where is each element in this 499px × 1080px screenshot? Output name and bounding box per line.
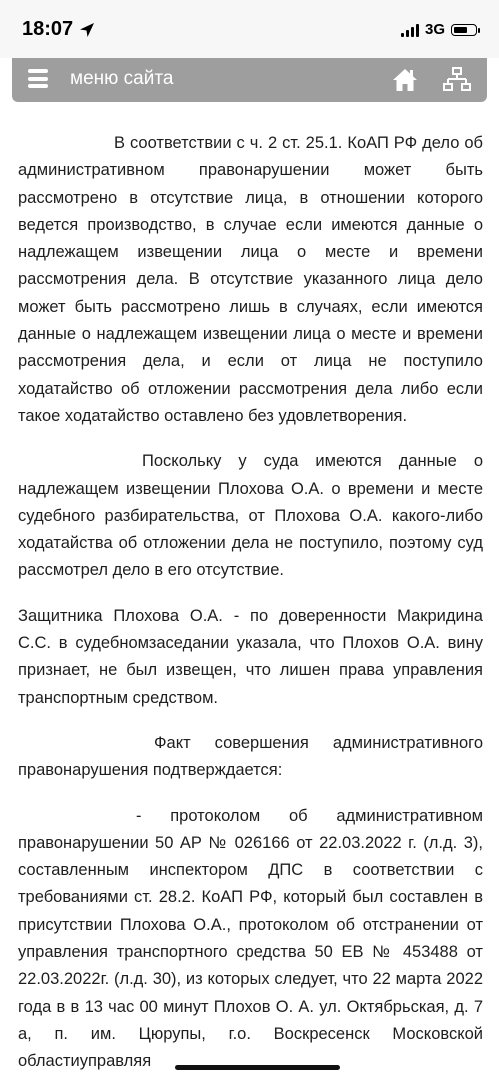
paragraph-protocol: - протоколом об административном правонарушении 50 АР № 026166 от 22.03.2022 г. (л.д. 3), составленным инспектором ДПС в соответствии с требованиями ст. 28.2. КоАП РФ, который был составлен в присутствии Плохова О.А., протоколом об отстранении от управления транспортного средства 50 ЕВ № 453488 от 22.03.2022г. (л.д. 30), из которых следует, что 22 марта 2022 года в в 13 час 00 минут Плохов О. А. ул. Октябрьская, д. 7 а, п. им. Цюрупы, г.о. Воскресенск Московской областиуправляя	[18, 806, 483, 1071]
home-icon[interactable]	[391, 66, 419, 94]
status-time	[22, 18, 95, 41]
network-type: 3G	[424, 21, 445, 38]
paragraph-notification: Поскольку у суда имеются данные о надлежащем извещении Плохова О.А. о времени и месте судебного разбирательства, от Плохова О.А. какого-либо ходатайства об отложении дела не поступило, поэтому суд рассмотрел дело в его отсутствие.	[18, 452, 483, 580]
status-indicators	[401, 21, 477, 38]
time-text: 18:07	[22, 18, 74, 40]
hamburger-menu-icon[interactable]	[28, 69, 50, 91]
document-content	[18, 130, 483, 1076]
home-indicator[interactable]	[175, 1065, 340, 1070]
status-bar	[0, 0, 499, 58]
battery-icon	[451, 24, 477, 36]
paragraph-defender: Защитника Плохова О.А. - по доверенности Макридина С.С. в судебномзаседании указала, что Плохов О.А. вину признает, не был извещен, что лишен права управления транспортным средством.	[18, 606, 483, 707]
site-menu-label[interactable]: меню сайта	[70, 68, 174, 89]
signal-strength-icon	[401, 23, 419, 37]
paragraph-article-25-1: В соответствии с ч. 2 ст. 25.1. КоАП РФ дело об административном правонарушении может быть рассмотрено в отсутствие лица, в отношении которого ведется производство, в случае если имеются данные о надлежащем извещении лица о месте и времени рассмотрения дела. В отсутствие указанного лица дело может быть рассмотрено лишь в случаях, если имеются данные о надлежащем извещении лица о месте и времени рассмотрения дела, и если от лица не поступило ходатайство об отложении рассмотрения дела либо если такое ходатайство оставлено без удовлетворения.	[18, 134, 483, 425]
site-menu-bar[interactable]	[12, 58, 487, 102]
paragraph-fact: Факт совершения административного правонарушения подтверждается:	[18, 733, 483, 780]
sitemap-icon[interactable]	[443, 66, 471, 94]
location-arrow-icon	[79, 22, 95, 38]
